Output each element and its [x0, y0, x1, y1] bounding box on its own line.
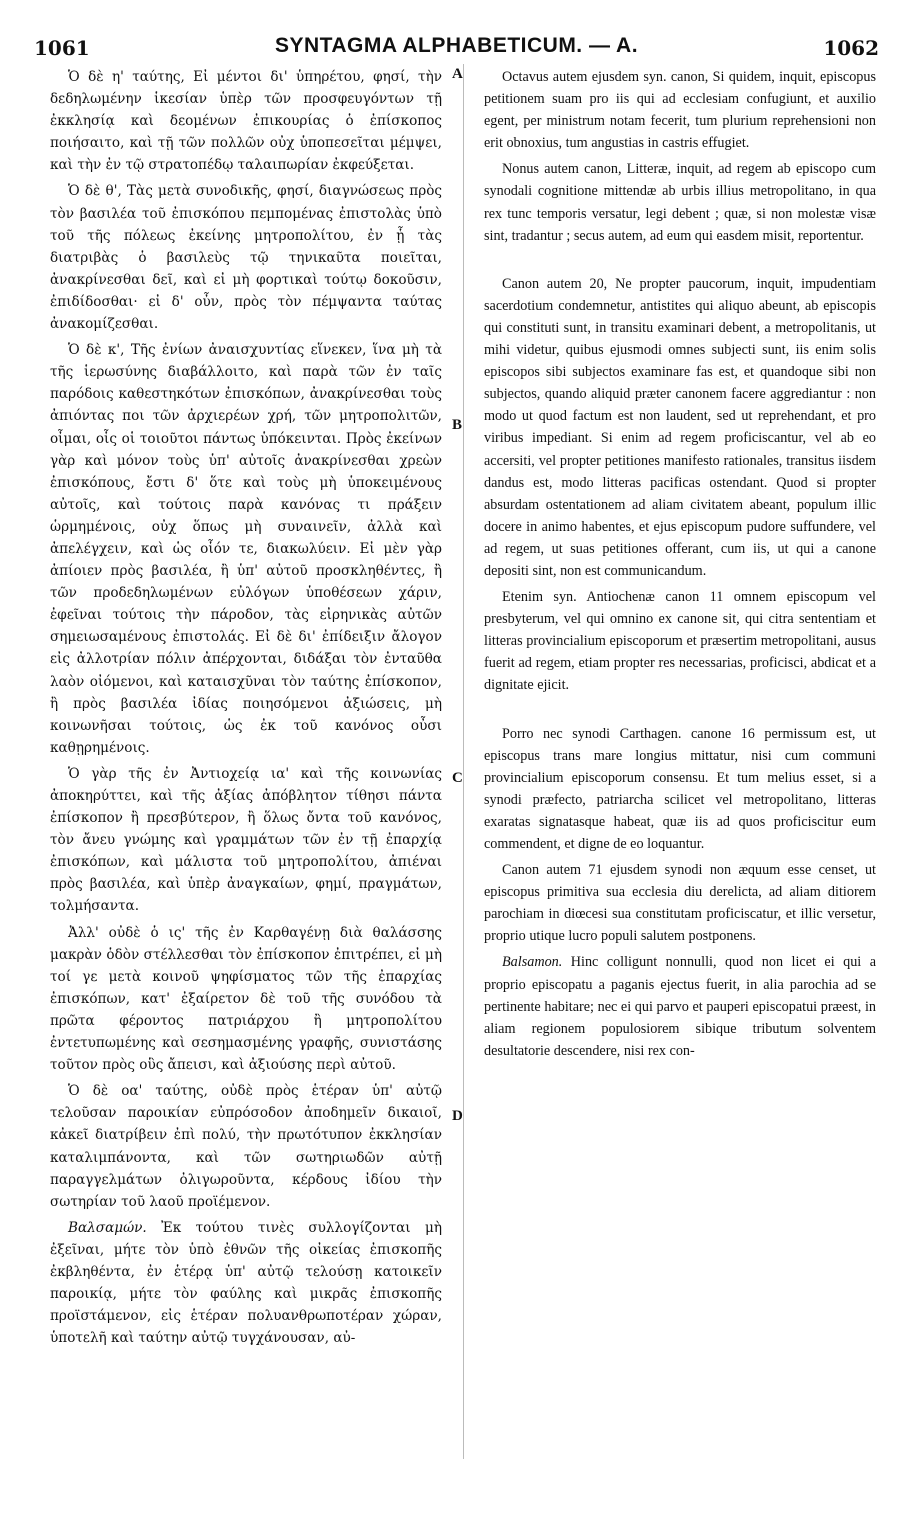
greek-column: [50, 66, 442, 1526]
greek-paragraph: Ὁ δὲ οα' ταύτης, οὐδὲ πρὸς ἑτέραν ὑπ' αὐτῷ τελοῦσαν παροικίαν εὐπρόσοδον ἀποδημεῖν δικαιοῖ, κἀκεῖ διατρίβειν ἐπὶ πολύ, τὴν πρωτότυπον ἐκκλησίαν καταλιμπάνοντα, καὶ τῶν σωτηριωδῶν αὐτῇ παραγγελμάτων ὀλιγωροῦντα, κέρδους ἰδίου τὴν σωτηρίαν τοῦ λαοῦ προϊέμενον.: [50, 1083, 442, 1210]
latin-paragraph: Porro nec synodi Carthagen. canone 16 permissum est, ut episcopus trans mare longius mittatur, nisi cum communi provincialium episcoporum consensu. Et tum melius esset, si a synodi præfecto, patriarcha scilicet vel metropolitano, litteras exaratas signatasque habeat, quæ iis ad quos proficiscitur eum commendent, et digne de eo loquantur.: [484, 725, 876, 852]
greek-paragraph: Ὁ δὲ θ', Τὰς μετὰ συνοδικῆς, φησί, διαγνώσεως πρὸς τὸν βασιλέα τοῦ ἐπισκόπου πεμπομένας ἐπιστολὰς ὑπὸ τοῦ τῆς πόλεως ἐκείνης μητροπολίτου, ἐν ᾗ τὰς διατριβὰς ὁ βασιλεὺς τῷ τηνικαῦτα ποιεῖται, ἀνακρίνεσθαι δεῖ, καὶ εἰ μὴ φορτικαὶ τούτῳ δοκοῦσιν, ἐπιδίδοσθαι· εἰ δ' οὖν, πρὸς τὸν πέμψαντα ταύτας ἀνακομίζεσθαι.: [50, 183, 442, 333]
column-divider: [463, 64, 464, 1459]
latin-paragraph-text: Hinc colligunt nonnulli, quod non licet ei qui a proprio episcopatu a paganis ejectus fuerit, in alia parochia ad se pertinente habitare; nec ei qui parvo et pauperi episcopatui præest, in aliam regionem populosiorem sibique tributum solventem desultatorie descendere, nisi rex con-: [484, 954, 876, 1059]
margin-marker-a: A: [452, 66, 463, 82]
latin-paragraph: [484, 951, 876, 1061]
greek-paragraph-text: Ἐκ τούτου τινὲς συλλογίζονται μὴ ἐξεῖναι, μήτε τὸν ὑπὸ ἐθνῶν τῆς οἰκείας ἐπισκοπῆς ἐκβληθέντα, ἐν ἑτέρᾳ ὑπ' αὐτῷ τελούσῃ κατοικεῖν παροικίᾳ, μήτε τὸν φαύλης καὶ μικρᾶς ἐπισκοπῆς προϊστάμενον, εἰς ἑτέραν πολυανθρωποτέραν χώραν, ὑποτελῆ καὶ ταύτην αὐτῷ τυγχάνουσαν, αὐ-: [50, 1219, 442, 1347]
balsamon-label-latin: Balsamon.: [502, 954, 563, 971]
running-title: SYNTAGMA ALPHABETICUM. — A.: [274, 34, 639, 57]
greek-paragraph: [50, 1217, 442, 1350]
latin-paragraph: Canon autem 71 ejusdem synodi non æquum esse censet, ut episcopus primitiva sua ecclesia diu derelicta, ad aliam ditiorem parochiam in diœcesi sua constitutam proficiscatur, et illic versetur, proprio utique lucro populi salutem postponens.: [484, 862, 876, 945]
latin-paragraph: Nonus autem canon, Litteræ, inquit, ad regem ab episcopo cum synodali cognitione mittendæ ab urbis illius metropolitano, in qua rex tunc temporis versatur, legi debent ; quæ, si non molestæ visæ sint, tradantur ; secus autem, ad eum qui easdem misit, reportentur.: [484, 161, 876, 244]
latin-paragraph: Octavus autem ejusdem syn. canon, Si quidem, inquit, episcopus petitionem suam pro iis qui ad ecclesiam confugiunt, et auxilio egent, per ministrum notam fecerit, tum plurium reprehensioni non erit obnoxius, tum angustias in castris effugiet.: [484, 69, 876, 152]
greek-paragraph: Ἀλλ' οὐδὲ ὁ ις' τῆς ἐν Καρθαγένῃ διὰ θαλάσσης μακρὰν ὁδὸν στέλλεσθαι τὸν ἐπίσκοπον ἐπιτρέπει, εἰ μὴ τοί γε μετὰ κοινοῦ ψηφίσματος τῶν τῆς ἐπαρχίας ἐπισκόπων, κατ' ἐξαίρετον δὲ τοῦ τῆς συνόδου τὰ πρῶτα φέροντος πατριάρχου ἢ μητροπολίτου ἐντετυπωμένης καὶ σεσημασμένης γραφῆς, συνιστάσης τοῦτον πρὸς οὓς ἄπεισι, καὶ ἀξιούσης περὶ αὐτοῦ.: [50, 924, 442, 1074]
latin-paragraph: Etenim syn. Antiochenæ canon 11 omnem episcopum vel presbyterum, vel qui omnino ex canone sit, qui citra sententiam et litteras provincialium episcoporum et præsertim metropolitani, ausus fuerit ad regem, etiam propter res necessarias, proficisci, abdicat et a dignitate ejicit.: [484, 589, 876, 694]
greek-paragraph: Ὁ δὲ κ', Τῆς ἐνίων ἀναισχυντίας εἵνεκεν, ἵνα μὴ τὰ τῆς ἱερωσύνης διαβάλλοιτο, καὶ παρὰ τῶν ἐν ταῖς παρόδοις καθεστηκότων ἐπισκόπων, ἀνακρίνεσθαι τοὺς ἀπιόντας ποι τῶν ἀρχιερέων χρή, τῶν μητροπολιτῶν, οἶμαι, οἷς οἱ τοιοῦτοι πάντως ὑπόκεινται. Πρὸς ἐκείνων γὰρ καὶ μόνον τοὺς ὑπ' αὐτοῖς ἀνακρίνεσθαι χρεὼν ἐπισκόπους, ἔστι δ' ὅτε καὶ τοὺς μὴ ὑποκειμένους αὐτοῖς, καὶ τούτοις παρὰ κανόνας τι πράξειν ὡρμημένοις, οὐχ ὅπως μὴ συναινεῖν, ἀλλὰ καὶ ἀπελέγχειν, καὶ ὡς οἷόν τε, διακωλύειν. Εἰ μὲν γὰρ ἀπίοιεν πρὸς βασιλέα, ἢ ὑπ' αὐτοῦ προσκληθέντες, ἢ τῶν προδεδηλωμένων εὐλόγων ὑποθέσεων χάριν, ἐφεῖναι τούτοις τὴν πάροδον, τὰς εἰρηνικὰς αὐτῶν σημειωσαμένους ἐπιστολάς. Εἰ δὲ δι' ἐπίδειξιν ἄλογον εἰς ἀλλοτρίαν πόλιν ἀπέρχονται, διδάξαι τὸν ἐνταῦθα λαὸν οἰόμενοι, καὶ καταισχῦναι τὸν ταύτης ἐπίσκοπον, ἢ πρὸς βασιλέα ἰδίας ποιησόμενοι ἀξιώσεις, μὴ κοινωνῆσαι τούτοις, ὡς ἐκ τοῦ κανόνος οὖσι καθῃρημένοις.: [50, 342, 442, 756]
page-header: [0, 0, 913, 60]
margin-marker-d: D: [452, 1108, 463, 1124]
margin-marker-c: C: [452, 770, 463, 786]
greek-paragraph: Ὁ δὲ η' ταύτης, Εἰ μέντοι δι' ὑπηρέτου, φησί, τὴν δεδηλωμένην ἱκεσίαν ὑπὲρ τῶν προσφευγόντων τῇ ἐκκλησίᾳ καὶ δεομένων ἐπικουρίας ὁ ἐπίσκοπος ποιήσαιτο, καὶ τῇ τῶν πολλῶν οὐχ ὑποπεσεῖται μέμψει, καὶ τὴν ἐν τῷ στρατοπέδῳ ταλαιπωρίαν ἐκφεύξεται.: [50, 69, 442, 174]
page-number-left: 1061: [34, 36, 90, 60]
margin-marker-b: B: [452, 417, 463, 433]
page-number-right: 1062: [823, 36, 879, 60]
greek-paragraph: Ὁ γὰρ τῆς ἐν Ἀντιοχείᾳ ια' καὶ τῆς κοινωνίας ἀποκηρύττει, καὶ τῆς ἀξίας ἀπόβλητον τίθησι πάντα ἐπίσκοπον ἢ πρεσβύτερον, ἢ ὅλως ὄντα τοῦ κανόνος, τὸν ἄνευ γνώμης καὶ γραμμάτων τῶν ἐν τῇ ἐπαρχίᾳ ἐπισκόπων, καὶ μάλιστα τοῦ μητροπολίτου, ἀπιέναι πρὸς βασιλέα, καὶ ὑπὲρ ἀναγκαίων, φημί, πραγμάτων, τολμήσαντα.: [50, 765, 442, 915]
balsamon-label-greek: Βαλσαμών.: [68, 1219, 147, 1236]
latin-column: [484, 66, 876, 1526]
latin-paragraph: Canon autem 20, Ne propter paucorum, inquit, impudentiam sacerdotium condemnetur, antistites qui aliquo abeunt, ab episcopis qui constituti sunt, in transitu examinari debent, a metropolitanis, ut mihi videtur, quibus ejusmodi omnes subjecti sunt, iis enim solis episcopos sibi subjectos examinare fas est, et quandoque sibi non subjectos, quando aliquid præter canonem facere aggrediantur : non modo ut quod factum est non laudent, sed ut reprehendant, et pro viribus impediant. Si enim ad regem proficiscantur, vel ab eo accersiti, vel propter petitiones manifesto rationales, transitus iisdem dandus est, modo litteras pacificas ostendant. Quod si propter absurdam ostentationem ad aliam civitatem abeant, populum illic docere in animo habentes, et ejus episcopum pudore suffundere, vel ad regem, ut suas petitiones offerant, cum iis, ut qui a canone depositi sint, non est communicandum.: [484, 275, 876, 579]
